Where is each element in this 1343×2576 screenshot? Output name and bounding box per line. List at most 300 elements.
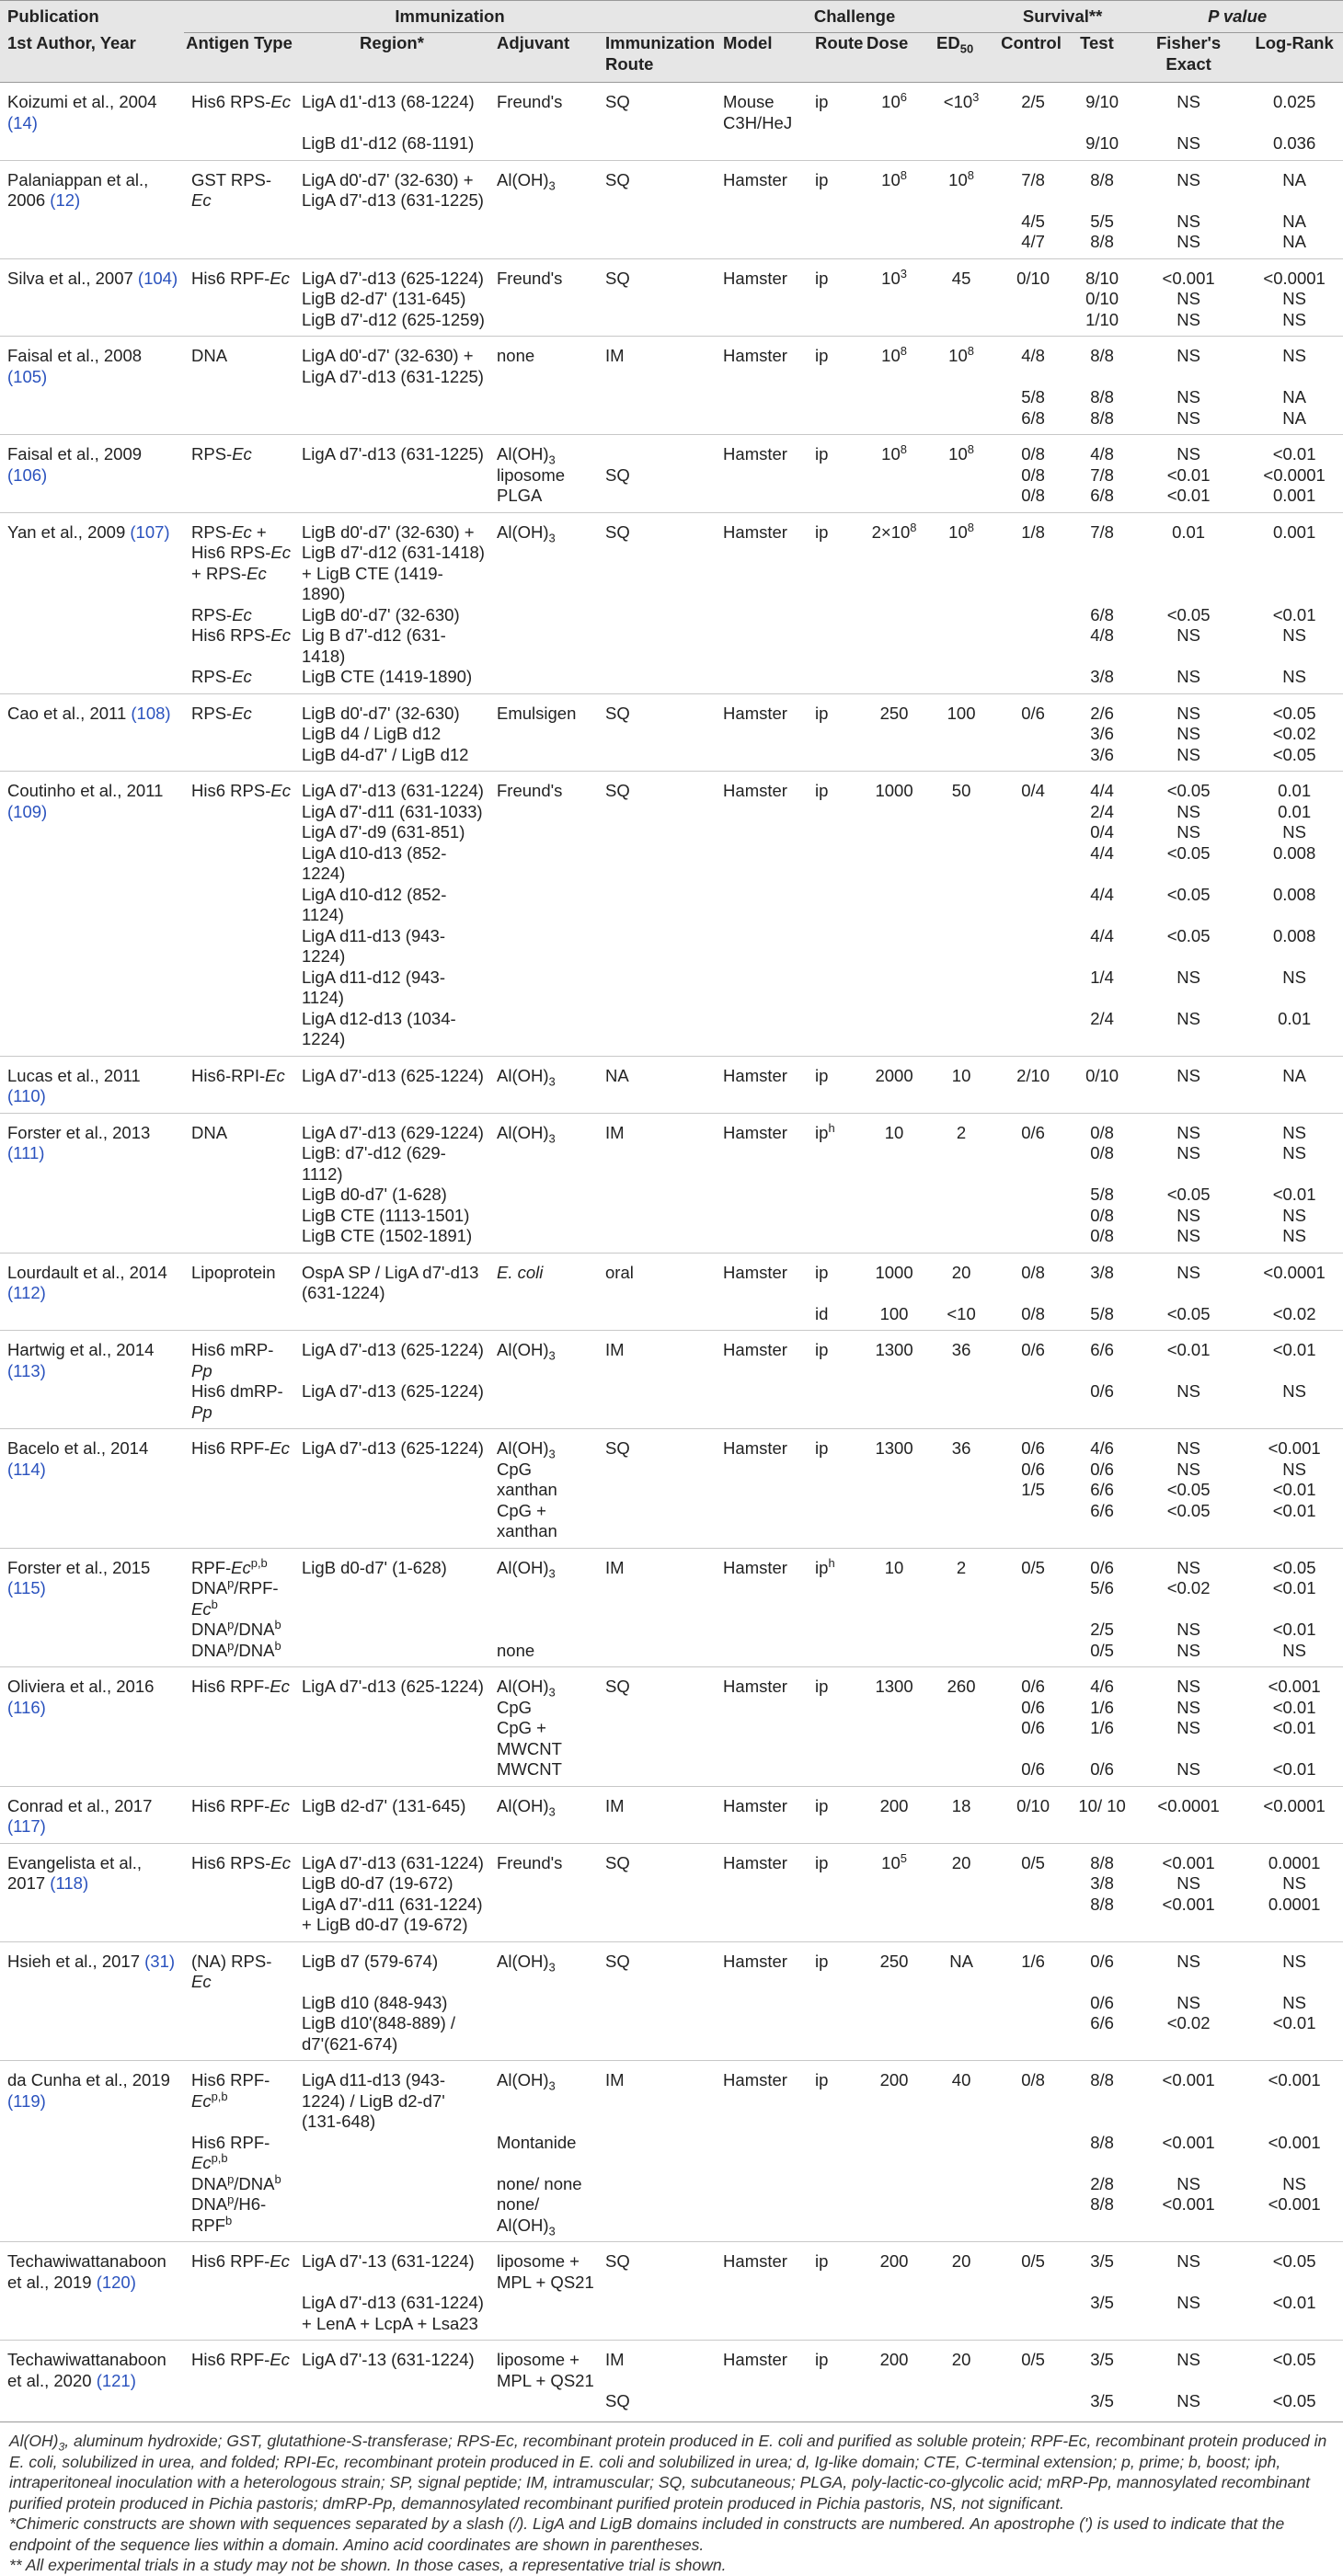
reference-link[interactable]: (31)	[144, 1951, 176, 1971]
ed50-cell	[929, 1143, 993, 1185]
ed50-cell: $<10^3$	[943, 89, 980, 111]
immunization-route-cell: SQ	[598, 160, 716, 212]
region-cell	[294, 486, 489, 512]
antigen-type-cell	[184, 289, 294, 310]
table-row	[0, 2242, 1343, 2294]
model-cell: Hamster	[716, 258, 808, 289]
adjuvant-cell: $Al(OH)_3$	[489, 1667, 598, 1698]
logrank-cell: NS	[1245, 1941, 1343, 1993]
test-cell: 0/10	[1073, 1056, 1131, 1113]
table-row	[0, 2341, 1343, 2392]
model-cell	[716, 1895, 808, 1942]
publication-cell: Faisal et al., 2009 (106)	[0, 435, 184, 513]
model-cell	[716, 2194, 808, 2242]
test-cell: 3/6	[1090, 744, 1114, 764]
adjuvant-cell: Freund's	[489, 1843, 598, 1873]
region-cell: LigA d7'-d13 (629-1224)	[294, 1113, 489, 1143]
antigen-type-cell	[184, 745, 294, 772]
publication-cell: Yan et al., 2009 (107)	[0, 512, 184, 693]
ed50-cell: 10	[929, 1056, 993, 1113]
antigen-type-cell	[184, 967, 294, 1009]
reference-link[interactable]: (121)	[96, 2370, 136, 2390]
dose-cell: 2000	[859, 1056, 929, 1113]
region-cell	[294, 2194, 489, 2242]
region-cell: LigA d7'-d11 (631-1224) + LigB d0-d7 (19-672)	[302, 1894, 483, 1934]
reference-link[interactable]: (120)	[96, 2272, 136, 2292]
fisher-cell: NS	[1177, 625, 1200, 645]
test-cell: 2/6	[1073, 693, 1131, 724]
logrank-cell: <0.0001	[1245, 258, 1343, 289]
immunization-route-cell	[598, 435, 716, 465]
immunization-route-cell: SQ	[598, 512, 716, 605]
immunization-route-cell	[598, 2194, 716, 2242]
logrank-cell: NS	[1245, 1113, 1343, 1143]
antigen-type-cell	[184, 724, 294, 745]
logrank-cell: <0.01	[1272, 1578, 1316, 1597]
reference-link[interactable]: (104)	[137, 268, 178, 288]
dose-cell	[859, 133, 929, 160]
reference-link[interactable]: (108)	[131, 703, 171, 723]
fisher-cell: <0.02	[1166, 1578, 1211, 1597]
immunization-route-cell	[598, 1304, 716, 1331]
header-control: Control	[993, 33, 1073, 83]
test-cell: 1/10	[1085, 309, 1119, 329]
adjuvant-cell: xanthan	[497, 1480, 557, 1499]
table-row	[0, 212, 1343, 233]
fisher-cell: NS	[1131, 2341, 1245, 2392]
table-row	[0, 310, 1343, 337]
test-cell: 3/5	[1090, 2391, 1114, 2410]
antigen-type-cell: His6 RPF-Ec	[184, 2341, 294, 2392]
ed50-cell: $10^8$	[929, 512, 993, 605]
model-cell	[716, 486, 808, 512]
table-row	[0, 1009, 1343, 1057]
antigen-type-cell	[184, 1873, 294, 1895]
route-cell	[808, 486, 859, 512]
route-cell	[808, 625, 859, 667]
ed50-cell: 45	[929, 258, 993, 289]
table-row	[0, 667, 1343, 693]
logrank-cell: <0.001	[1245, 2061, 1343, 2133]
reference-link[interactable]: (113)	[7, 1360, 46, 1380]
dose-cell: 250	[859, 1941, 929, 1993]
route-cell	[808, 2293, 859, 2341]
model-cell	[716, 1206, 808, 1227]
fisher-cell: NS	[1131, 1253, 1245, 1304]
header-immunization: Immunization	[184, 1, 716, 33]
control-cell	[993, 1993, 1073, 2014]
logrank-cell: <0.01	[1272, 604, 1316, 624]
adjuvant-cell: $Al(OH)_3$	[489, 160, 598, 212]
fisher-cell: NS	[1177, 1992, 1200, 2012]
reference-link[interactable]: (111)	[7, 1143, 45, 1162]
dose-cell	[859, 724, 929, 745]
table-row	[0, 337, 1343, 388]
model-cell: Mouse C3H/HeJ	[723, 92, 793, 132]
adjuvant-cell: $Al(OH)_3$	[489, 1941, 598, 1993]
fisher-cell: <0.001	[1131, 1843, 1245, 1873]
model-cell	[716, 1641, 808, 1667]
ed50-cell	[929, 408, 993, 435]
adjuvant-cell	[489, 232, 598, 258]
control-cell	[993, 1185, 1073, 1206]
ed50-cell	[929, 1206, 993, 1227]
control-cell	[993, 289, 1073, 310]
ed50-cell	[929, 1185, 993, 1206]
control-cell: 0/5	[993, 1843, 1073, 1873]
logrank-cell: <0.01	[1272, 1697, 1316, 1717]
route-cell: ip	[808, 160, 859, 212]
adjuvant-cell: Freund's	[497, 92, 563, 111]
table-row	[0, 1641, 1343, 1667]
antigen-type-cell: RPS-Ec	[184, 435, 294, 465]
fisher-cell: NS	[1177, 744, 1200, 764]
table-row	[0, 772, 1343, 802]
logrank-cell: NS	[1282, 309, 1306, 329]
control-cell	[993, 885, 1073, 926]
reference-link[interactable]: (106)	[7, 464, 48, 485]
dose-cell	[859, 1641, 929, 1667]
reference-link[interactable]: (118)	[50, 1873, 89, 1893]
model-cell	[716, 2293, 808, 2341]
control-cell	[993, 625, 1073, 667]
fisher-cell: NS	[1131, 1429, 1245, 1460]
route-cell	[808, 289, 859, 310]
fisher-cell: NS	[1177, 1640, 1200, 1660]
region-cell	[294, 2391, 489, 2418]
region-cell	[294, 2174, 489, 2195]
test-cell: 9/10	[1085, 92, 1119, 111]
header-author-year: 1st Author, Year	[0, 33, 184, 83]
adjuvant-cell	[489, 1226, 598, 1253]
dose-cell	[859, 1718, 929, 1759]
header-model: Model	[716, 33, 808, 83]
fisher-cell: NS	[1177, 1381, 1200, 1401]
logrank-cell: <0.02	[1272, 724, 1316, 743]
route-cell	[808, 310, 859, 337]
fisher-cell: NS	[1177, 2293, 1200, 2312]
region-cell: LigA d7'-d13 (631-1225)	[294, 435, 489, 465]
immunization-route-cell: SQ	[605, 92, 630, 111]
control-cell	[993, 843, 1073, 885]
dose-cell	[859, 465, 929, 487]
logrank-cell: <0.001	[1268, 2132, 1321, 2152]
ed50-cell	[929, 802, 993, 823]
fisher-cell: <0.01	[1131, 1331, 1245, 1382]
antigen-type-cell	[184, 387, 294, 408]
control-cell	[993, 724, 1073, 745]
test-cell: 4/6	[1073, 1667, 1131, 1698]
route-cell: ip	[808, 435, 859, 465]
route-cell: $ip^h$	[808, 1548, 859, 1578]
test-cell: 4/4	[1073, 772, 1131, 802]
region-cell: LigB d4-d7' / LigB d12	[302, 744, 469, 764]
reference-link[interactable]: (117)	[7, 1816, 46, 1836]
adjuvant-cell: Freund's	[489, 772, 598, 802]
fisher-cell: NS	[1177, 232, 1200, 251]
test-cell: 0/6	[1073, 1941, 1131, 1993]
immunization-route-cell: oral	[598, 1253, 716, 1304]
adjuvant-cell	[489, 1895, 598, 1942]
fisher-cell: NS	[1131, 1667, 1245, 1698]
region-cell	[294, 408, 489, 435]
table-row	[0, 885, 1343, 926]
region-cell: LigA d7'-d13 (625-1224)	[294, 1056, 489, 1113]
antigen-type-cell	[184, 2293, 294, 2341]
reference-link[interactable]: (112)	[7, 1283, 46, 1302]
ed50-cell	[929, 2293, 993, 2341]
table-row	[0, 1226, 1343, 1253]
antigen-type-cell: His6-RPI-Ec	[184, 1056, 294, 1113]
publication-cell: Oliviera et al., 2016 (116)	[0, 1667, 184, 1787]
model-cell	[716, 2391, 808, 2418]
ed50-cell	[929, 885, 993, 926]
header-region: Region*	[294, 33, 489, 83]
test-cell: 4/4	[1090, 925, 1114, 945]
ed50-cell	[929, 667, 993, 693]
region-cell	[294, 1480, 489, 1501]
dose-cell: 100	[879, 1303, 909, 1323]
antigen-type-cell	[184, 486, 294, 512]
immunization-route-cell	[598, 133, 716, 160]
immunization-route-cell	[598, 289, 716, 310]
reference-link[interactable]: (109)	[7, 801, 48, 821]
immunization-route-cell	[598, 926, 716, 967]
logrank-cell: NS	[1282, 1873, 1306, 1893]
route-cell: ip	[808, 1429, 859, 1460]
adjuvant-cell: Montanide	[497, 2132, 577, 2152]
ed50-cell	[929, 2391, 993, 2418]
table-row	[0, 822, 1343, 843]
control-cell: 1/8	[993, 512, 1073, 605]
publication-cell: Evangelista et al., 2017 (118)	[0, 1843, 184, 1941]
fisher-cell: NS	[1177, 1459, 1200, 1479]
test-cell: 4/6	[1073, 1429, 1131, 1460]
fisher-cell: NS	[1131, 1548, 1245, 1578]
immunization-route-cell: IM	[598, 337, 716, 388]
model-cell	[716, 926, 808, 967]
adjuvant-cell	[489, 667, 598, 693]
dose-cell	[859, 2293, 929, 2341]
reference-link[interactable]: (14)	[7, 112, 38, 132]
reference-link[interactable]: (119)	[7, 2090, 46, 2111]
model-cell	[716, 232, 808, 258]
antigen-type-cell: His6 RPF-Ec	[184, 1667, 294, 1698]
immunization-route-cell	[598, 843, 716, 885]
adjuvant-cell	[489, 1578, 598, 1620]
antigen-type-cell	[184, 822, 294, 843]
table-row	[0, 1698, 1343, 1719]
publication-cell: Hsieh et al., 2017 (31)	[0, 1941, 184, 2061]
fisher-cell: NS	[1131, 337, 1245, 388]
route-cell: ip	[808, 1667, 859, 1698]
logrank-cell: NS	[1282, 289, 1306, 308]
control-cell: 0/10	[993, 258, 1073, 289]
reference-link[interactable]: (114)	[7, 1459, 46, 1479]
immunization-route-cell: SQ	[598, 1667, 716, 1698]
publication-cell: Forster et al., 2013 (111)	[0, 1113, 184, 1253]
ed50-cell: 2	[929, 1113, 993, 1143]
footnote-divider	[0, 2421, 1343, 2422]
route-cell	[808, 1578, 859, 1620]
ed50-cell	[929, 967, 993, 1009]
adjuvant-cell: liposome + MPL + QS21	[489, 2341, 598, 2392]
dose-cell	[859, 1895, 929, 1942]
logrank-cell: <0.0001	[1245, 1253, 1343, 1304]
immunization-route-cell	[598, 1381, 716, 1429]
table-row	[0, 1460, 1343, 1481]
adjuvant-cell: PLGA	[497, 486, 543, 505]
control-cell	[993, 2013, 1073, 2061]
dose-cell	[859, 1206, 929, 1227]
adjuvant-cell: MWCNT	[497, 1759, 562, 1779]
table-row	[0, 1429, 1343, 1460]
control-cell: 0/8	[1021, 486, 1045, 505]
fisher-cell: NS	[1177, 2173, 1200, 2193]
fisher-cell: NS	[1177, 1759, 1200, 1779]
antigen-type-cell: Lipoprotein	[184, 1253, 294, 1304]
antigen-type-cell: RPS-Ec	[184, 693, 294, 724]
model-cell	[716, 2133, 808, 2174]
reference-link[interactable]: (105)	[7, 366, 48, 386]
logrank-cell: 0.001	[1272, 486, 1316, 505]
dose-cell	[859, 605, 929, 626]
test-cell: 0/8	[1090, 1143, 1114, 1162]
adjuvant-cell	[489, 2391, 598, 2418]
header-dose: Dose	[859, 33, 929, 83]
model-cell: Hamster	[716, 1056, 808, 1113]
fisher-cell: <0.05	[1166, 604, 1211, 624]
route-cell	[808, 1641, 859, 1667]
table-row	[0, 1941, 1343, 1993]
test-cell: 0/8	[1090, 1226, 1114, 1245]
table-row	[0, 465, 1343, 487]
logrank-cell: NS	[1282, 1459, 1306, 1479]
immunization-route-cell	[598, 1873, 716, 1895]
control-cell: 0/6	[1021, 1459, 1045, 1479]
route-cell	[808, 1873, 859, 1895]
model-cell	[716, 1143, 808, 1185]
route-cell	[808, 1206, 859, 1227]
control-cell: 0/8	[993, 2061, 1073, 2133]
immunization-route-cell	[598, 1895, 716, 1942]
route-cell	[808, 2174, 859, 2195]
table-row	[0, 745, 1343, 772]
ed50-cell: 20	[929, 2242, 993, 2294]
fisher-cell: <0.001	[1131, 2061, 1245, 2133]
model-cell: Hamster	[716, 1331, 808, 1382]
route-cell	[808, 232, 859, 258]
adjuvant-cell	[489, 289, 598, 310]
control-cell	[993, 667, 1073, 693]
test-cell: 8/8	[1090, 407, 1114, 428]
region-cell: OspA SP / LigA d7'-d13 (631-1224)	[294, 1253, 489, 1304]
test-cell: 3/8	[1090, 667, 1114, 686]
dose-cell: 10	[859, 1113, 929, 1143]
control-cell: 7/8	[993, 160, 1073, 212]
region-cell	[294, 212, 489, 233]
immunization-route-cell: SQ	[605, 2391, 630, 2410]
ed50-cell	[929, 387, 993, 408]
dose-cell	[859, 967, 929, 1009]
footnote-abbreviations: $Al(OH)_3$, aluminum hydroxide; GST, glutathione-S-transferase; RPS-Ec, recombinant protein produced in E. coli and purified as soluble protein; RPF-Ec, recombinant protein produced in E. coli, solubilized in urea, and folded; RPI-Ec, recombinant protein produced in E. coli and solubilized in urea; d, Ig-like domain; CTE, C-terminal extension; p, prime; b, boost; iph, intraperitoneal inoculation with a heterologous strain; SP, signal peptide; IM, intramuscular; SQ, subcutaneous; PLGA, poly-lactic-co-glycolic acid; mRP-Pp, mannosylated recombinant purified protein produced in Pichia pastoris; dmRP-Pp, demannosylated recombinant purified protein produced in Pichia pastoris, NS, not significant.	[9, 2432, 1327, 2513]
route-cell: ip	[808, 512, 859, 605]
test-cell: 8/8	[1090, 232, 1114, 251]
immunization-route-cell: SQ	[598, 2242, 716, 2294]
immunization-route-cell	[598, 408, 716, 435]
region-cell: LigA d7'-d11 (631-1033)	[302, 801, 483, 821]
region-cell	[294, 1501, 489, 1549]
table-row	[0, 693, 1343, 724]
control-cell: 0/6	[1021, 1759, 1045, 1779]
test-cell: 1/4	[1090, 967, 1114, 987]
table-header	[0, 1, 1343, 83]
ed50-cell: 50	[929, 772, 993, 802]
adjuvant-cell	[489, 926, 598, 967]
immunization-route-cell	[598, 1641, 716, 1667]
ed50-cell: 18	[929, 1786, 993, 1843]
dose-cell	[859, 408, 929, 435]
publication-cell: Bacelo et al., 2014 (114)	[0, 1429, 184, 1549]
route-cell: ip	[808, 1056, 859, 1113]
reference-link[interactable]: (12)	[50, 190, 81, 210]
fisher-cell: <0.01	[1166, 464, 1211, 485]
fisher-cell: <0.05	[1166, 1500, 1211, 1520]
antigen-type-cell	[184, 1993, 294, 2014]
ed50-cell: 2	[929, 1548, 993, 1578]
test-cell: 5/5	[1090, 211, 1114, 231]
dose-cell	[859, 822, 929, 843]
test-cell: 3/8	[1090, 1873, 1114, 1893]
control-cell	[993, 1009, 1073, 1057]
logrank-cell: NS	[1282, 2173, 1306, 2193]
ed50-cell	[929, 605, 993, 626]
control-cell: 0/6	[993, 1331, 1073, 1382]
antigen-type-cell: GST RPS-Ec	[184, 160, 294, 212]
header-antigen-type: Antigen Type	[184, 33, 294, 83]
antigen-type-cell: DNA$^p$/DNA$^b$	[191, 1617, 281, 1639]
adjuvant-cell: $Al(OH)_3$	[489, 2061, 598, 2133]
logrank-cell: NS	[1282, 1992, 1306, 2012]
reference-link[interactable]: (116)	[7, 1697, 46, 1717]
immunization-route-cell: IM	[598, 1548, 716, 1578]
route-cell	[808, 465, 859, 487]
model-cell	[716, 885, 808, 926]
adjuvant-cell	[489, 1304, 598, 1331]
antigen-type-cell	[184, 1698, 294, 1719]
adjuvant-cell: $Al(OH)_3$	[489, 1786, 598, 1843]
reference-link[interactable]: (107)	[130, 521, 170, 542]
reference-link[interactable]: (110)	[7, 1086, 46, 1105]
reference-link[interactable]: (115)	[7, 1578, 46, 1597]
immunization-route-cell	[598, 1620, 716, 1641]
antigen-type-cell: His6 RPF-Ec	[184, 258, 294, 289]
antigen-type-cell	[184, 1206, 294, 1227]
region-cell: LigB d1'-d12 (68-1191)	[302, 133, 475, 153]
antigen-type-cell: DNA	[184, 1113, 294, 1143]
test-cell: 0/5	[1090, 1640, 1114, 1660]
table-row	[0, 1873, 1343, 1895]
ed50-cell	[929, 843, 993, 885]
immunization-route-cell	[598, 802, 716, 823]
ed50-cell	[929, 1480, 993, 1501]
dose-cell: 1300	[859, 1331, 929, 1382]
antigen-type-cell: (NA) RPS-Ec	[184, 1941, 294, 1993]
antigen-type-cell	[184, 1226, 294, 1253]
immunization-route-cell	[598, 1718, 716, 1759]
adjuvant-cell: none/ $Al(OH)_3$	[497, 2194, 556, 2238]
control-cell: 0/6	[1021, 1718, 1045, 1737]
